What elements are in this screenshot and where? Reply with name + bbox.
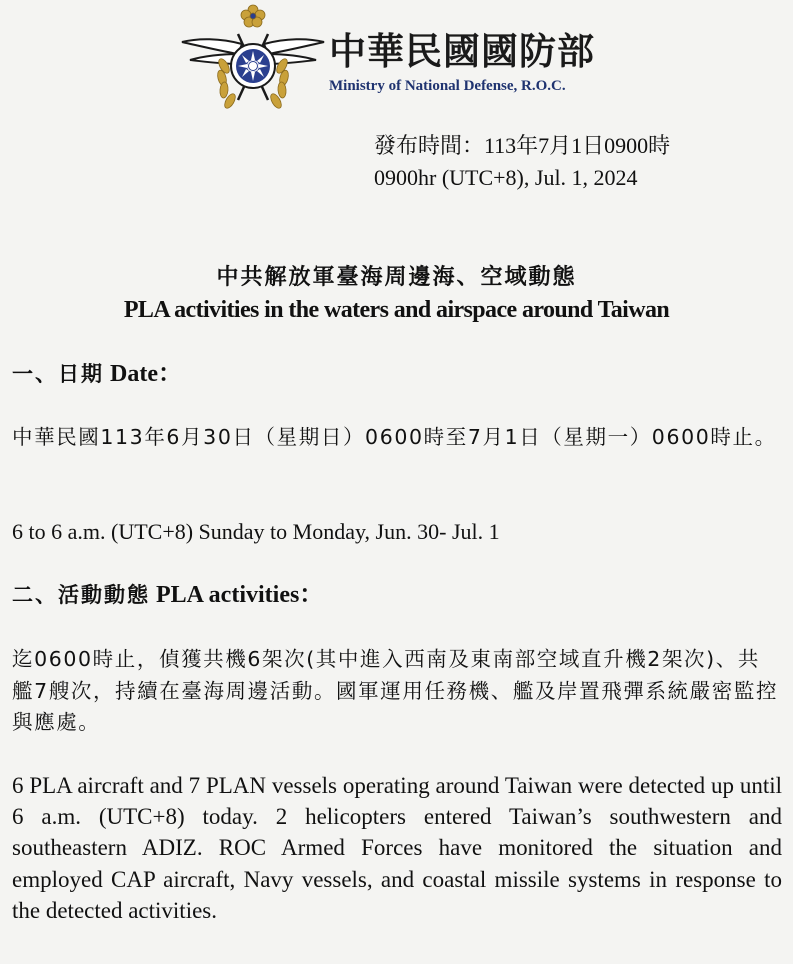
date-text-en: 6 to 6 a.m. (UTC+8) Sunday to Monday, Jun. 30- Jul. 1 — [12, 519, 500, 544]
section-date-heading — [12, 358, 182, 390]
section-activities-heading-zh: 二、活動動態 — [12, 583, 150, 607]
activities-text-zh: 迄0600時止，偵獲共機6架次(其中進入西南及東南部空域直升機2架次)、共艦7艘次，持續在臺海周邊活動。國軍運用任務機、艦及岸置飛彈系統嚴密監控與應處。 — [12, 647, 779, 734]
section-date-heading-en: Date： — [110, 361, 182, 387]
mnd-emblem-icon — [180, 4, 326, 116]
document-title — [0, 262, 793, 326]
release-time-zh: 發布時間：113年7月1日0900時 — [374, 133, 671, 158]
org-name-zh: 中華民國國防部 — [329, 30, 595, 73]
date-text-zh: 中華民國113年6月30日（星期日）0600時至7月1日（星期一）0600時止。 — [12, 425, 777, 449]
activities-text-en: 6 PLA aircraft and 7 PLAN vessels operating around Taiwan were detected up until 6 a.m. (UTC+8) today. 2 helicopters entered Taiwan’s southwestern and southeastern ADIZ. ROC Armed Forces have monitored the situation and employed CAP aircraft, Navy vessels, and coastal missile systems in response to the detected activities. — [12, 773, 782, 923]
section-activities-heading-en: PLA activities： — [156, 582, 324, 608]
section-activities-heading — [12, 579, 323, 611]
release-time — [374, 130, 670, 194]
section-date-heading-zh: 一、日期 — [12, 362, 104, 386]
org-name-en: Ministry of National Defense, R.O.C. — [329, 78, 566, 94]
title-zh: 中共解放軍臺海周邊海、空域動態 — [216, 265, 577, 290]
release-time-en: 0900hr (UTC+8), Jul. 1, 2024 — [374, 165, 638, 190]
document-header — [0, 0, 793, 120]
title-en: PLA activities in the waters and airspace around Taiwan — [123, 297, 670, 323]
